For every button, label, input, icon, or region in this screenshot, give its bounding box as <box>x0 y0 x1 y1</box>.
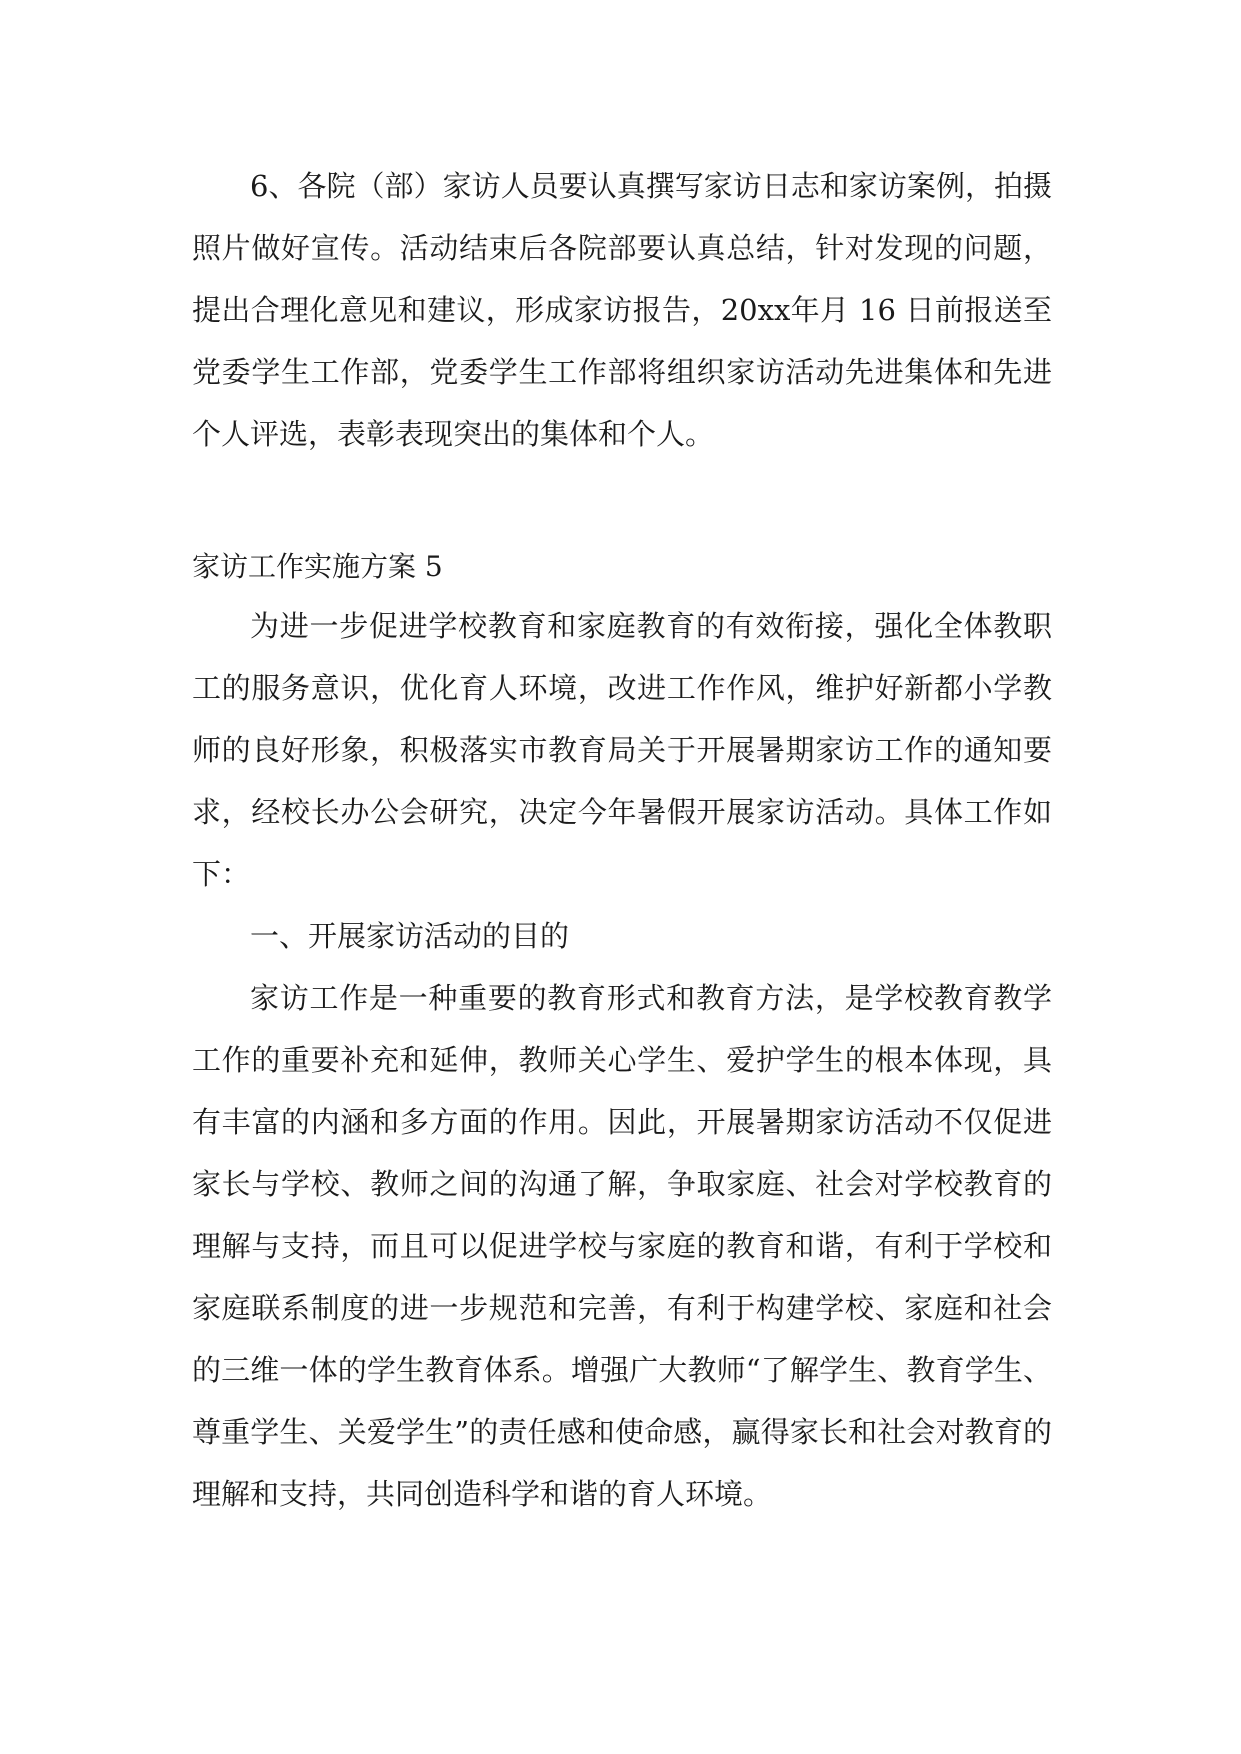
document-body <box>192 155 1052 1525</box>
purpose-paragraph: 家访工作是一种重要的教育形式和教育方法，是学校教育教学工作的重要补充和延伸，教师关心学生、爱护学生的根本体现，具有丰富的内涵和多方面的作用。因此，开展暑期家访活动不仅促进家长与学校、教师之间的沟通了解，争取家庭、社会对学校教育的理解与支持，而且可以促进学校与家庭的教育和谐，有利于学校和家庭联系制度的进一步规范和完善，有利于构建学校、家庭和社会的三维一体的学生教育体系。增强广大教师“了解学生、教育学生、尊重学生、关爱学生”的责任感和使命感，赢得家长和社会对教育的理解和支持，共同创造科学和谐的育人环境。 <box>192 981 1052 1511</box>
subheading-purpose: 一、开展家访活动的目的 <box>250 919 570 953</box>
paragraph-item-6: 6、各院（部）家访人员要认真撰写家访日志和家访案例，拍摄照片做好宣传。活动结束后各院部要认真总结，针对发现的问题，提出合理化意见和建议，形成家访报告，20xx年月 16 日前报送至党委学生工作部，党委学生工作部将组织家访活动先进集体和先进个人评选，表彰表现突出的集体和个人。 <box>192 169 1052 451</box>
section-title: 家访工作实施方案 5 <box>192 550 443 583</box>
intro-paragraph: 为进一步促进学校教育和家庭教育的有效衔接，强化全体教职工的服务意识，优化育人环境，改进工作作风，维护好新都小学教师的良好形象，积极落实市教育局关于开展暑期家访工作的通知要求，经校长办公会研究，决定今年暑假开展家访活动。具体工作如下： <box>192 609 1052 891</box>
section-spacer <box>192 465 1052 539</box>
